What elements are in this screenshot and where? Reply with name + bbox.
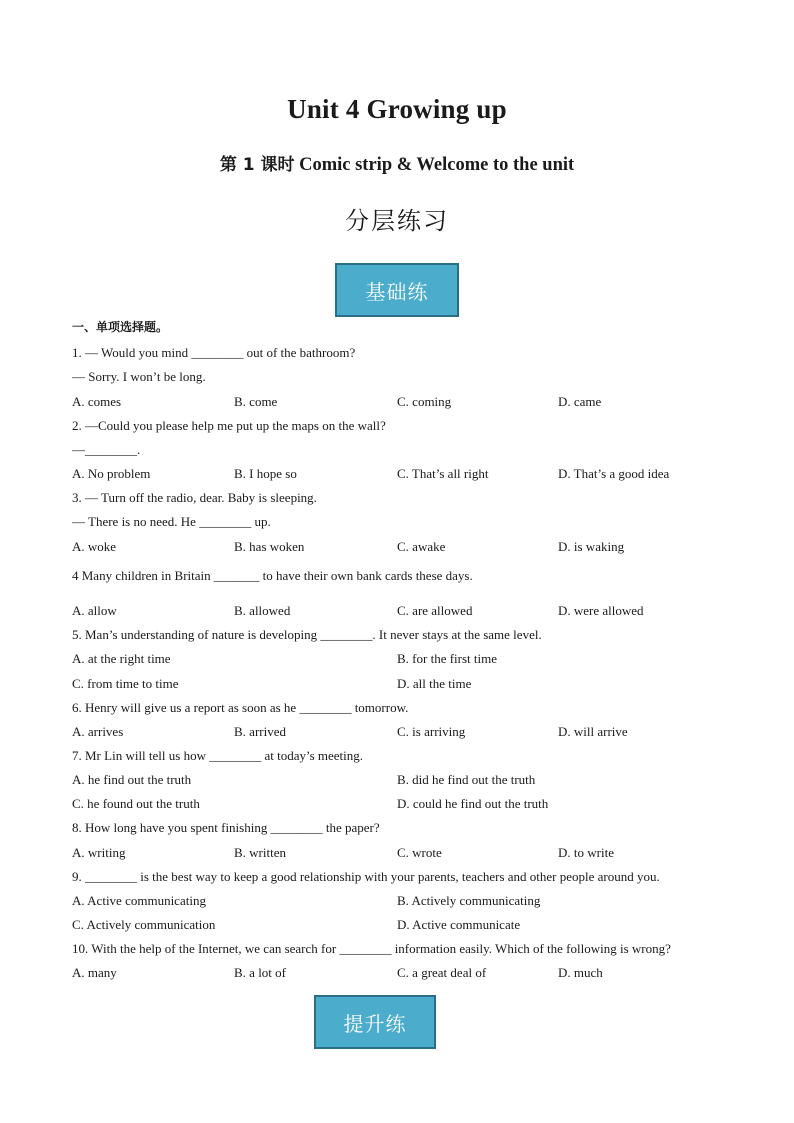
- q10-option-d: D. much: [558, 965, 603, 980]
- q5-option-d: D. all the time: [397, 676, 472, 691]
- question-3-reply: — There is no need. He ________ up.: [72, 514, 271, 529]
- q9-option-c: C. Actively communication: [72, 917, 216, 932]
- q1-option-b: B. come: [234, 394, 278, 409]
- question-9-stem: 9. ________ is the best way to keep a good relationship with your parents, teachers and other people around you.: [72, 869, 660, 884]
- section-title: 分层练习: [345, 207, 449, 235]
- q4-option-b: B. allowed: [234, 603, 291, 618]
- q8-option-a: A. writing: [72, 845, 126, 860]
- q8-option-b: B. written: [234, 845, 286, 860]
- q6-option-b: B. arrived: [234, 724, 286, 739]
- q10-option-c: C. a great deal of: [397, 965, 487, 980]
- lesson-topic: Comic strip & Welcome to the unit: [299, 155, 575, 175]
- basic-practice-banner: 基础练: [335, 263, 459, 317]
- q6-option-c: C. is arriving: [397, 724, 466, 739]
- question-5-stem: 5. Man’s understanding of nature is developing ________. It never stays at the same level.: [72, 627, 542, 642]
- q9-option-a: A. Active communicating: [72, 893, 206, 908]
- question-4-stem: 4 Many children in Britain _______ to have their own bank cards these days.: [72, 568, 473, 583]
- q10-option-b: B. a lot of: [234, 965, 286, 980]
- question-type-heading: 一、单项选择题。: [72, 320, 169, 334]
- q3-option-a: A. woke: [72, 539, 117, 554]
- question-7-stem: 7. Mr Lin will tell us how ________ at today’s meeting.: [72, 748, 364, 763]
- question-10-stem: 10. With the help of the Internet, we can search for ________ information easily. Which of the following is wrong?: [72, 941, 671, 956]
- q5-option-b: B. for the first time: [397, 651, 498, 666]
- q7-option-b: B. did he find out the truth: [397, 772, 536, 787]
- lesson-subtitle: [0, 150, 794, 176]
- question-3-stem: 3. — Turn off the radio, dear. Baby is sleeping.: [72, 490, 317, 505]
- q8-option-c: C. wrote: [397, 845, 442, 860]
- q3-option-c: C. awake: [397, 539, 446, 554]
- question-8-stem: 8. How long have you spent finishing ________ the paper?: [72, 820, 380, 835]
- question-2-stem: 2. —Could you please help me put up the maps on the wall?: [72, 418, 386, 433]
- q7-option-c: C. he found out the truth: [72, 796, 200, 811]
- q2-option-b: B. I hope so: [234, 466, 297, 481]
- q7-option-d: D. could he find out the truth: [397, 796, 549, 811]
- q2-option-c: C. That’s all right: [397, 466, 489, 481]
- q4-option-c: C. are allowed: [397, 603, 473, 618]
- q7-option-a: A. he find out the truth: [72, 772, 192, 787]
- q3-option-b: B. has woken: [234, 539, 305, 554]
- q6-option-d: D. will arrive: [558, 724, 628, 739]
- q1-option-c: C. coming: [397, 394, 452, 409]
- q2-option-d: D. That’s a good idea: [558, 466, 670, 481]
- q6-option-a: A. arrives: [72, 724, 124, 739]
- page-title: Unit 4 Growing up: [287, 94, 507, 124]
- q9-option-d: D. Active communicate: [397, 917, 521, 932]
- q1-option-a: A. comes: [72, 394, 122, 409]
- q1-option-d: D. came: [558, 394, 602, 409]
- advanced-practice-banner: 提升练: [314, 995, 436, 1049]
- question-6-stem: 6. Henry will give us a report as soon as he ________ tomorrow.: [72, 700, 409, 715]
- q10-option-a: A. many: [72, 965, 117, 980]
- q4-option-d: D. were allowed: [558, 603, 644, 618]
- q9-option-b: B. Actively communicating: [397, 893, 541, 908]
- question-2-reply: —________.: [72, 442, 141, 457]
- q5-option-c: C. from time to time: [72, 676, 179, 691]
- q5-option-a: A. at the right time: [72, 651, 171, 666]
- lesson-number: 第 1 课时: [219, 155, 295, 175]
- question-1-reply: — Sorry. I won’t be long.: [72, 369, 206, 384]
- q2-option-a: A. No problem: [72, 466, 151, 481]
- q4-option-a: A. allow: [72, 603, 117, 618]
- q8-option-d: D. to write: [558, 845, 614, 860]
- question-1-stem: 1. — Would you mind ________ out of the bathroom?: [72, 345, 356, 360]
- q3-option-d: D. is waking: [558, 539, 625, 554]
